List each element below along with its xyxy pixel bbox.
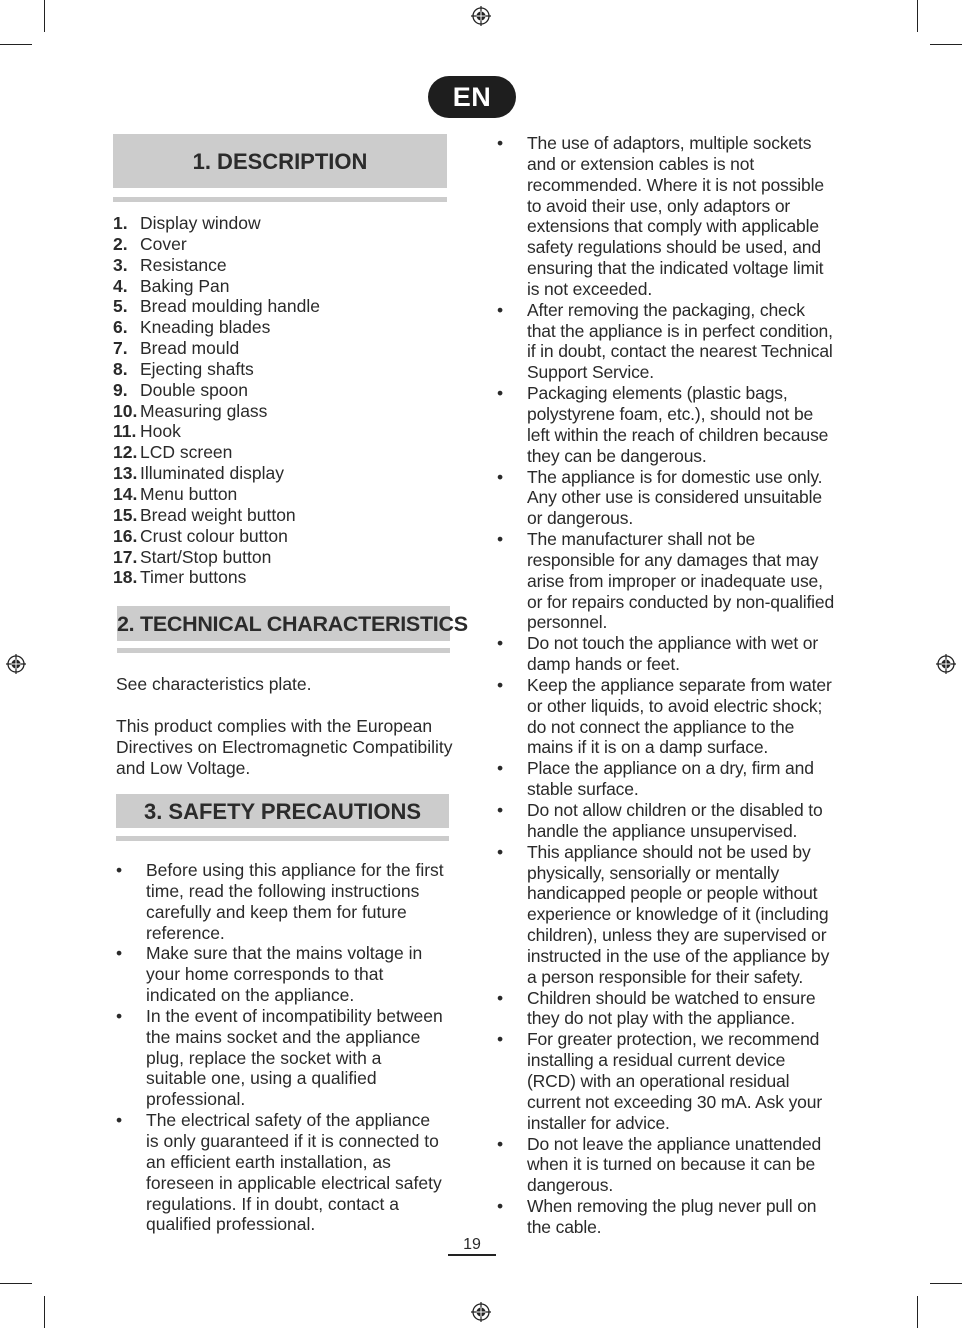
safety-item [116, 943, 446, 1006]
registration-mark-icon [471, 1302, 491, 1322]
item-number: 4. [113, 275, 128, 296]
item-number: 16. [113, 525, 138, 546]
bullet-icon: • [497, 674, 503, 695]
description-item [113, 296, 320, 317]
item-label: Resistance [140, 254, 227, 275]
item-number: 5. [113, 296, 128, 317]
language-badge: EN [428, 76, 516, 118]
safety-item [497, 383, 835, 466]
item-label: Timer buttons [140, 567, 247, 588]
registration-mark-icon [6, 654, 26, 674]
safety-item [497, 633, 835, 675]
description-item [113, 421, 320, 442]
safety-item [497, 133, 835, 300]
safety-item-text: For greater protection, we recommend installing a residual current device (RCD) with an operational residual current not exceeding 30 mA. Ask your installer for advice. [527, 1029, 823, 1133]
description-heading: 1. DESCRIPTION [113, 134, 447, 188]
description-item [113, 338, 320, 359]
registration-mark-icon [471, 6, 491, 26]
item-number: 7. [113, 338, 128, 359]
item-label: Measuring glass [140, 400, 268, 421]
item-label: Illuminated display [140, 463, 284, 484]
crop-mark [930, 44, 962, 45]
safety-item-text: Children should be watched to ensure they do not play with the appliance. [527, 987, 816, 1029]
item-number: 8. [113, 358, 128, 379]
crop-mark [0, 44, 32, 45]
description-item [113, 484, 320, 505]
heading-underbar [117, 648, 450, 653]
item-label: Cover [140, 233, 187, 254]
description-item [113, 234, 320, 255]
bullet-icon: • [116, 860, 123, 880]
safety-item [497, 1134, 835, 1197]
item-label: Baking Pan [140, 275, 230, 296]
safety-item [497, 800, 835, 842]
compliance-note: This product complies with the European Directives on Electromagnetic Compatibility and Low Voltage. [116, 716, 453, 778]
safety-item-text: Do not touch the appliance with wet or damp hands or feet. [527, 633, 819, 675]
crop-mark [44, 0, 45, 32]
safety-item-text: In the event of incompatibility between the mains socket and the appliance plug, replace the socket with a suitable one, using a qualified professional. [146, 1005, 443, 1110]
description-item [113, 255, 320, 276]
safety-item-text: The use of adaptors, multiple sockets and or extension cables is not recommended. Where it is not possible to avoid their use, only adaptors or extensions that comply with applicable safety regulations should be used, and ensuring that the indicated voltage limit is not exceeded. [527, 133, 824, 299]
description-item [113, 547, 320, 568]
safety-item-text: The manufacturer shall not be responsible for any damages that may arise from improper or inadequate use, or for repairs conducted by non-qualified personnel. [527, 529, 835, 633]
item-label: Start/Stop button [140, 546, 272, 567]
description-item [113, 401, 320, 422]
item-label: Hook [140, 421, 181, 442]
safety-item [497, 758, 835, 800]
item-number: 14. [113, 483, 138, 504]
description-item [113, 442, 320, 463]
safety-item [497, 842, 835, 988]
safety-item-text: Do not allow children or the disabled to handle the appliance unsupervised. [527, 800, 823, 841]
item-label: Kneading blades [140, 317, 271, 338]
safety-item-text: Keep the appliance separate from water or other liquids, to avoid electric shock; do not connect the appliance to the mains if it is on a damp surface. [527, 674, 832, 758]
safety-item-text: Packaging elements (plastic bags, polystyrene foam, etc.), should not be left within the reach of children because they can be dangerous. [527, 383, 829, 466]
bullet-icon: • [497, 633, 503, 654]
safety-list-right [497, 133, 835, 1238]
safety-item [497, 1029, 835, 1133]
item-number: 11. [113, 421, 137, 442]
safety-item [116, 1006, 446, 1110]
description-item [113, 526, 320, 547]
heading-underbar [113, 197, 447, 202]
bullet-icon: • [497, 133, 503, 153]
safety-item-text: Place the appliance on a dry, firm and stable surface. [527, 758, 814, 800]
item-label: LCD screen [140, 442, 233, 463]
bullet-icon: • [497, 1196, 503, 1217]
item-number: 18. [113, 567, 138, 588]
description-item [113, 359, 320, 380]
bullet-icon: • [116, 943, 123, 964]
item-number: 13. [113, 463, 138, 484]
bullet-icon: • [497, 987, 503, 1008]
item-label: Double spoon [140, 379, 248, 400]
characteristics-note: See characteristics plate. [116, 674, 312, 694]
item-label: Bread moulding handle [140, 296, 320, 317]
safety-item-text: Make sure that the mains voltage in your home corresponds to that indicated on the appliance. [146, 943, 423, 1006]
item-number: 10. [113, 400, 138, 421]
item-number: 17. [113, 546, 138, 567]
safety-item [497, 1196, 835, 1238]
bullet-icon: • [497, 758, 503, 779]
safety-item [497, 300, 835, 383]
safety-item-text: The appliance is for domestic use only. Any other use is considered unsuitable or dangerous. [527, 466, 823, 529]
safety-item-text: Before using this appliance for the first time, read the following instructions carefully and keep them for future reference. [146, 860, 444, 943]
safety-item-text: This appliance should not be used by physically, sensorially or mentally handicapped people or people without experience or knowledge of it (including children), unless they are supervised or instructed in the use of the appliance by a person responsible for their safety. [527, 841, 830, 987]
safety-item-text: Do not leave the appliance unattended when it is turned on because it can be dangerous. [527, 1133, 822, 1196]
safety-item [497, 529, 835, 633]
technical-heading: 2. TECHNICAL CHARACTERISTICS [117, 606, 450, 641]
description-item [113, 380, 320, 401]
safety-item [116, 860, 446, 943]
description-item [113, 567, 320, 588]
safety-item-text: After removing the packaging, check that the appliance is in perfect condition, if in doubt, contact the nearest Technical Support Service. [527, 299, 833, 383]
description-list [113, 213, 320, 588]
bullet-icon: • [497, 529, 503, 550]
safety-item-text: When removing the plug never pull on the cable. [527, 1196, 817, 1237]
bullet-icon: • [497, 466, 503, 487]
bullet-icon: • [497, 383, 503, 404]
crop-mark [917, 0, 918, 32]
safety-list-left [116, 860, 446, 1235]
bullet-icon: • [497, 800, 503, 820]
description-item [113, 505, 320, 526]
item-number: 6. [113, 317, 128, 338]
description-item [113, 463, 320, 484]
item-number: 12. [113, 442, 138, 463]
item-number: 2. [113, 233, 128, 254]
bullet-icon: • [497, 299, 503, 320]
page-number: 19 [463, 1236, 481, 1253]
item-label: Bread weight button [140, 504, 296, 525]
item-number: 15. [113, 504, 138, 525]
safety-item [497, 467, 835, 530]
registration-mark-icon [936, 654, 956, 674]
safety-item [497, 988, 835, 1030]
crop-mark [0, 1283, 32, 1284]
item-number: 9. [113, 379, 128, 400]
item-label: Crust colour button [140, 525, 288, 546]
bullet-icon: • [497, 1029, 503, 1050]
item-label: Bread mould [140, 338, 240, 359]
item-label: Menu button [140, 483, 238, 504]
description-item [113, 213, 320, 234]
crop-mark [44, 1296, 45, 1328]
item-number: 3. [113, 254, 128, 275]
bullet-icon: • [116, 1110, 123, 1131]
bullet-icon: • [497, 1133, 503, 1154]
heading-underbar [116, 836, 449, 841]
item-label: Display window [140, 213, 261, 233]
bullet-icon: • [116, 1005, 123, 1026]
item-number: 1. [113, 213, 128, 233]
item-label: Ejecting shafts [140, 358, 254, 379]
safety-heading: 3. SAFETY PRECAUTIONS [116, 794, 449, 828]
safety-item-text: The electrical safety of the appliance is only guaranteed if it is connected to an efficient earth installation, as foreseen in applicable electrical safety regulations. If in doubt, contact a qualified professional. [146, 1110, 442, 1235]
description-item [113, 276, 320, 297]
safety-item [497, 675, 835, 758]
bullet-icon: • [497, 841, 503, 862]
description-item [113, 317, 320, 338]
crop-mark [917, 1296, 918, 1328]
page-number-rule [448, 1254, 496, 1256]
crop-mark [930, 1283, 962, 1284]
safety-item [116, 1110, 446, 1235]
